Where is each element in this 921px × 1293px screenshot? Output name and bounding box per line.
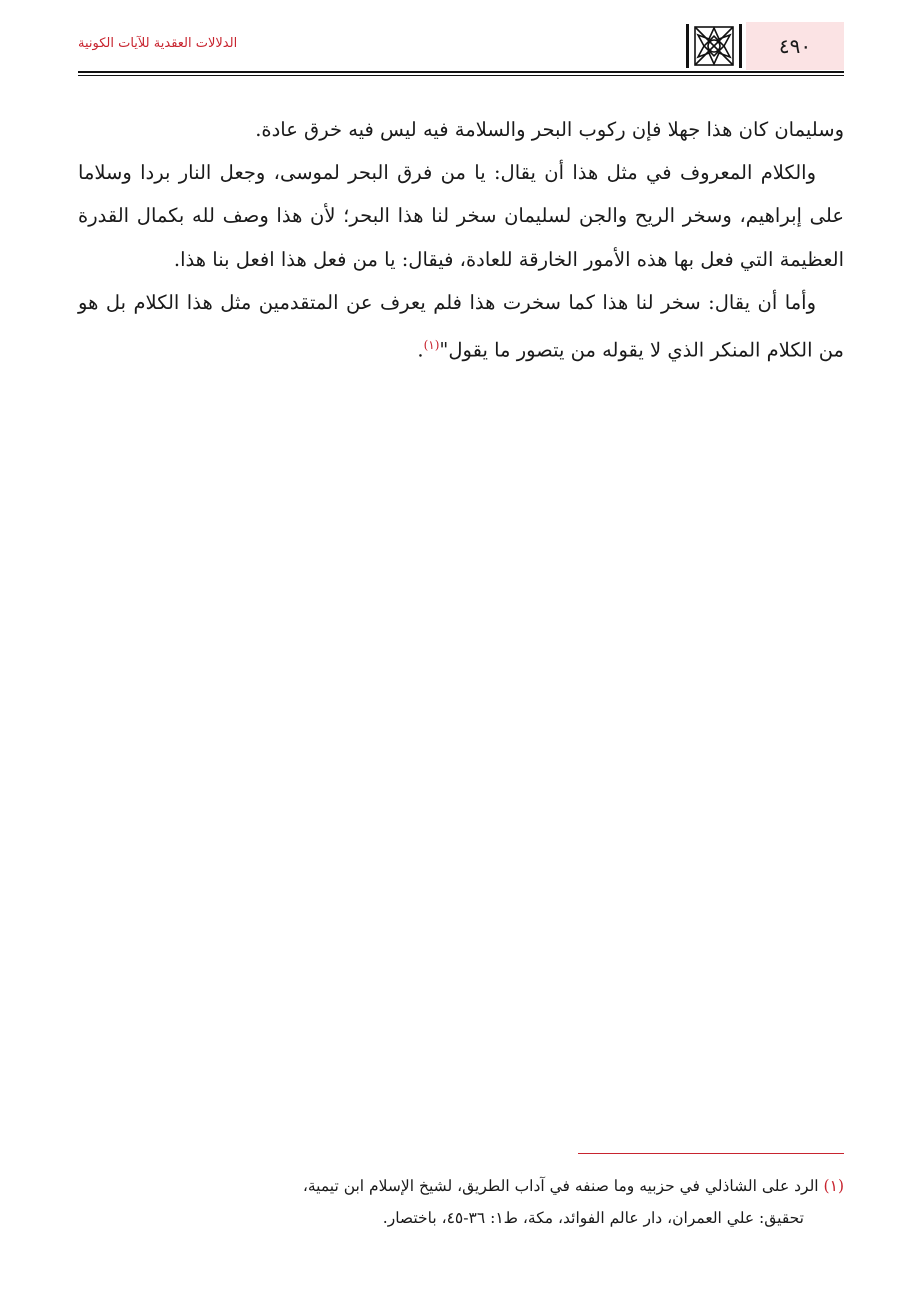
header-rule (78, 71, 844, 73)
main-text (78, 108, 844, 372)
footnote-divider (578, 1153, 844, 1154)
page-number: ٤٩٠ (746, 22, 844, 70)
footnote-reference[interactable]: (١) (423, 338, 440, 353)
footnote-line-1: الرد على الشاذلي في حزبيه وما صنفه في آداب الطريق، لشيخ الإسلام ابن تيمية، (302, 1177, 819, 1195)
running-title: الدلالات العقدية للآيات الكونية (78, 36, 238, 51)
header-rule-thin (78, 75, 844, 76)
footnote-number: (١) (823, 1177, 844, 1195)
footnote (78, 1170, 844, 1234)
paragraph-3-text: وأما أن يقال: سخر لنا هذا كما سخرت هذا فلم يعرف عن المتقدمين مثل هذا الكلام بل هو من الكلام المنكر الذي لا يقوله من يتصور ما يقول" (78, 290, 844, 362)
paragraph-3 (78, 281, 844, 372)
page-header (78, 22, 844, 70)
paragraph-2: والكلام المعروف في مثل هذا أن يقال: يا من فرق البحر لموسى، وجعل النار بردا وسلاما على إبراهيم، وسخر الريح والجن لسليمان سخر لنا هذا البحر؛ لأن هذا وصف لله بكمال القدرة العظيمة التي فعل بها هذه الأمور الخارقة للعادة، فيقال: يا من فعل هذا افعل بنا هذا. (78, 161, 844, 271)
paragraph-1: وسليمان كان هذا جهلا فإن ركوب البحر والسلامة فيه ليس فيه خرق عادة. (255, 118, 844, 141)
footnote-line-2: تحقيق: علي العمران، دار عالم الفوائد، مكة، ط١: ٣٦-٤٥، باختصار. (382, 1209, 804, 1227)
geometric-star-ornament-icon (686, 22, 742, 70)
paragraph-3-end: . (417, 338, 424, 362)
